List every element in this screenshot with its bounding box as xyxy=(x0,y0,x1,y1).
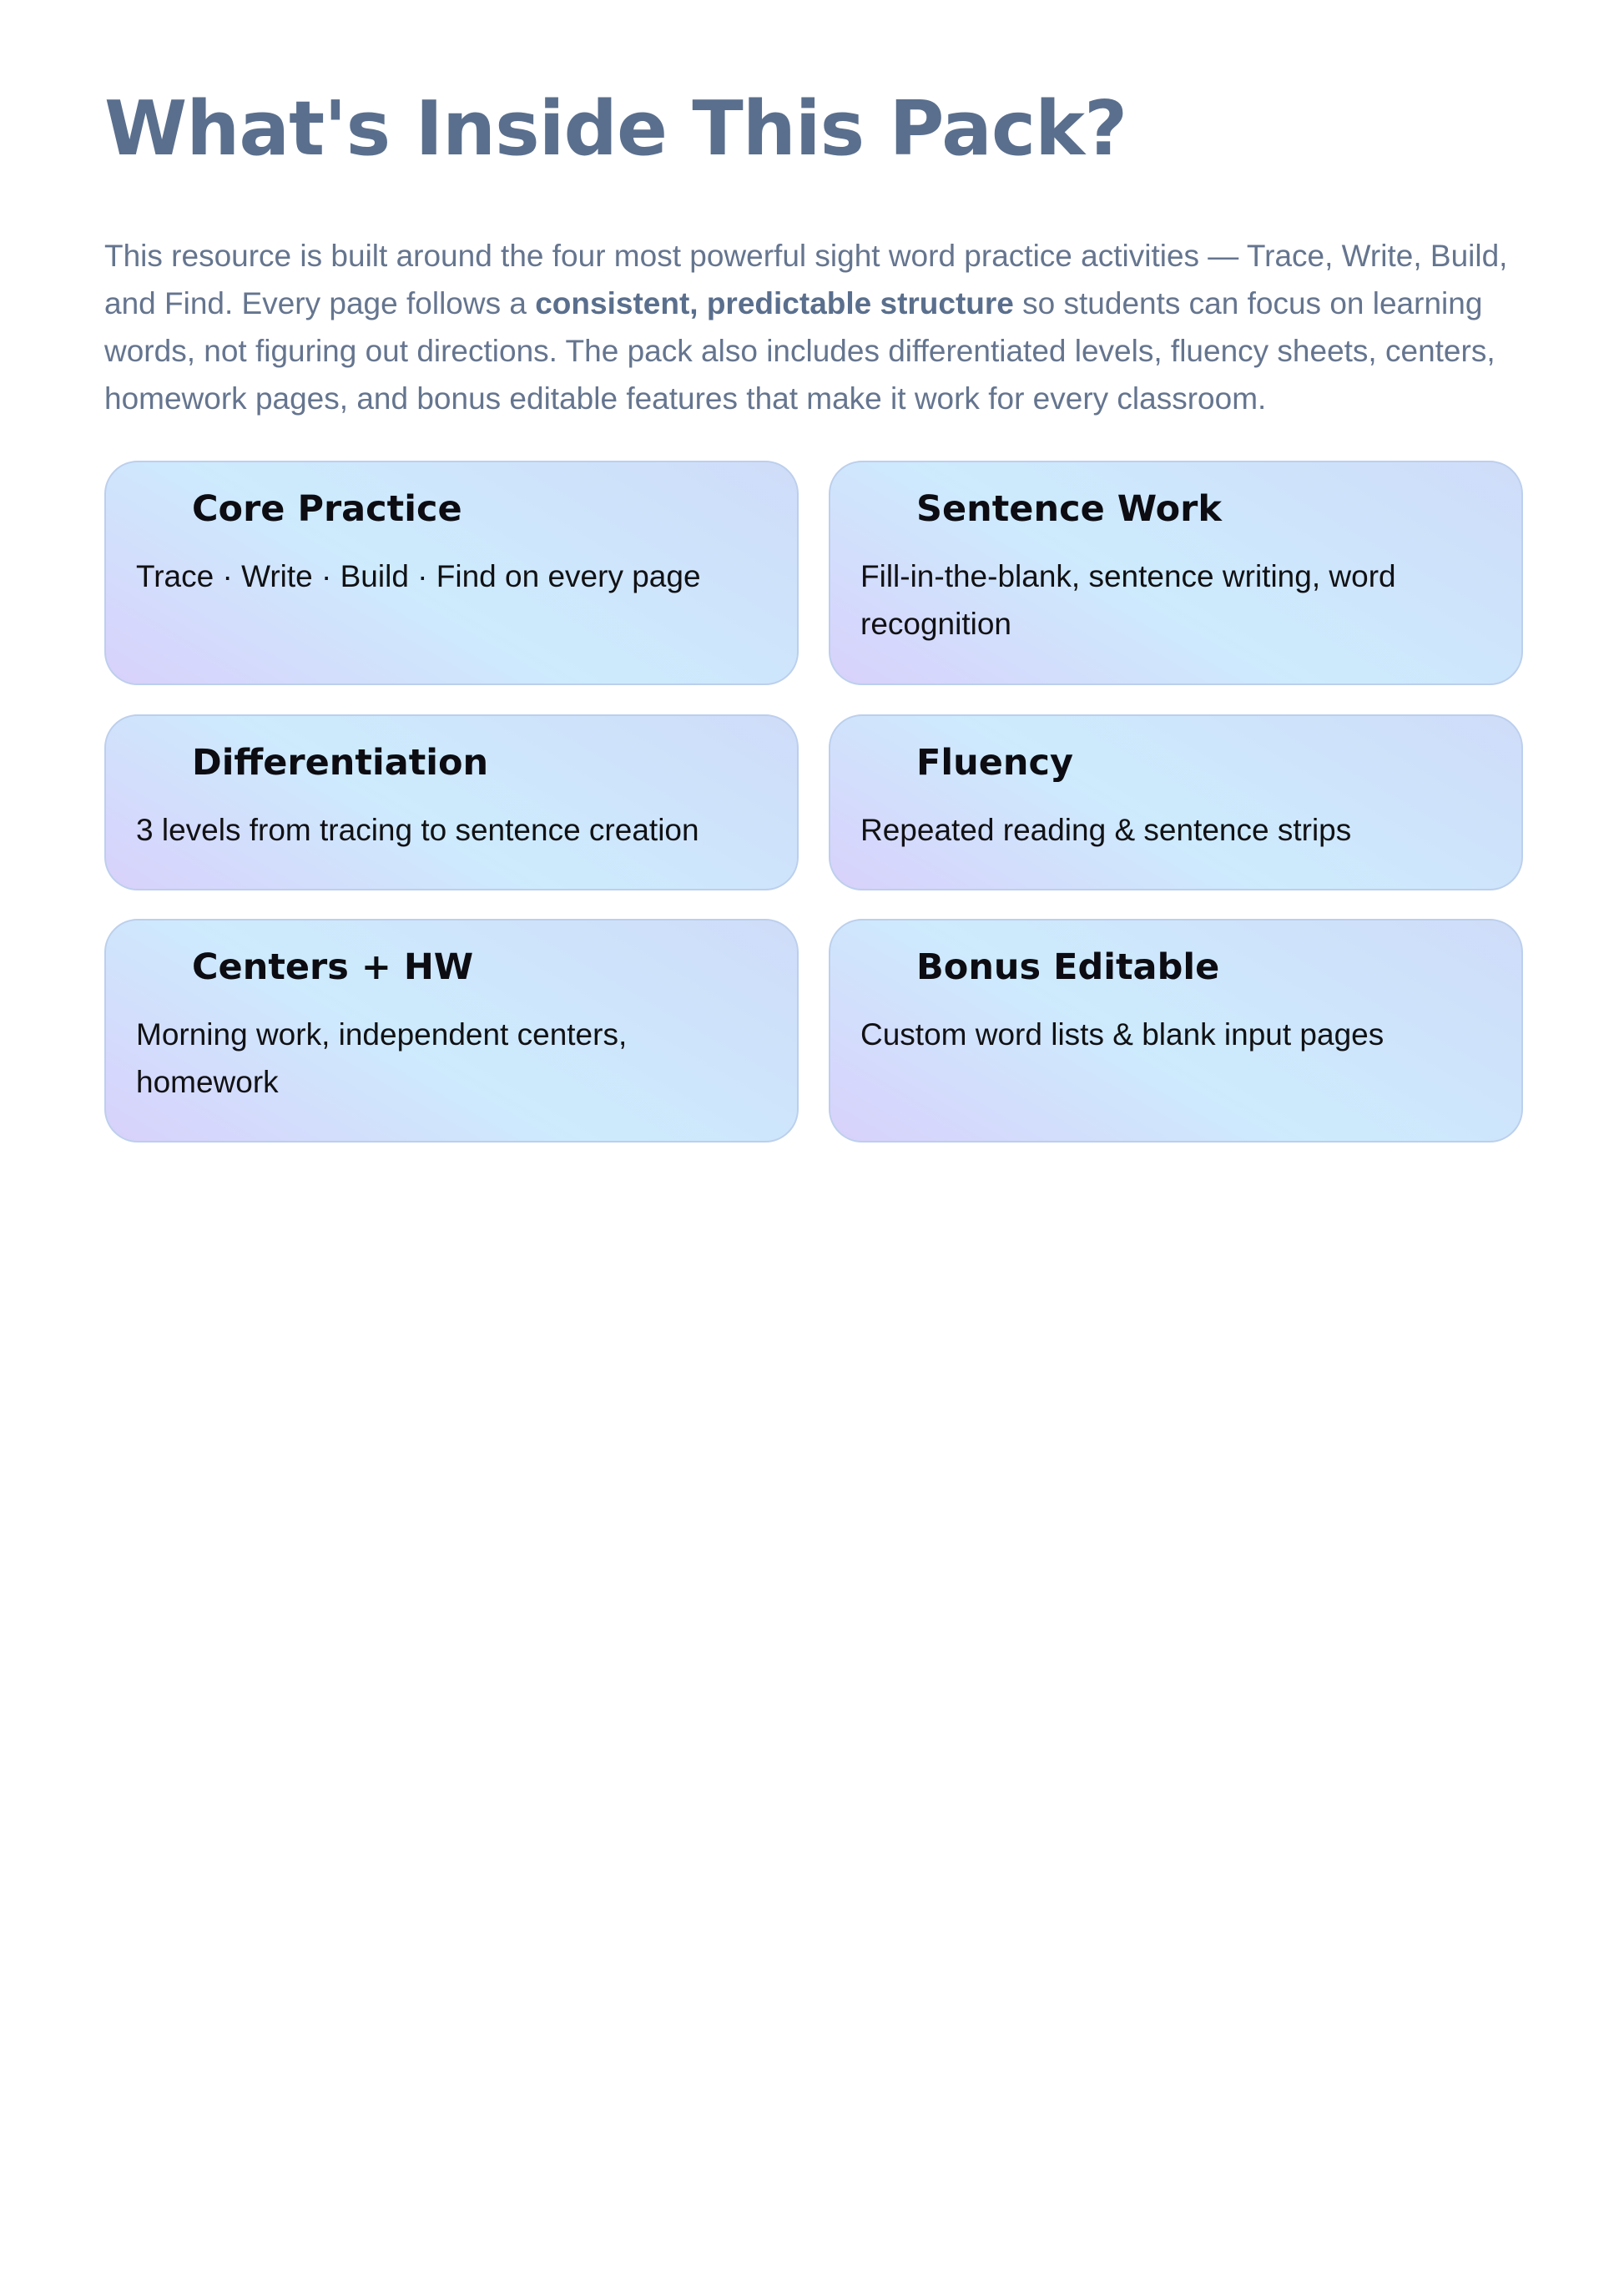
feature-card-title: Sentence Work xyxy=(916,488,1222,530)
feature-card-description: Trace · Write · Build · Find on every page xyxy=(136,559,701,593)
feature-card-differentiation xyxy=(104,714,799,890)
intro-text-end: so students can focus on learning words, not figuring out directions. The pack also includes differentiated levels, fluency sheets, centers, homework pages, and bonus editable features that make it work for every classroom. xyxy=(104,286,1495,416)
page-title: What's Inside This Pack? xyxy=(104,85,1127,173)
feature-card-title: Bonus Editable xyxy=(916,946,1220,988)
feature-card-description: Repeated reading & sentence strips xyxy=(860,813,1352,847)
feature-card-centers-hw xyxy=(104,919,799,1142)
feature-card-fluency xyxy=(829,714,1523,890)
feature-card-description: Morning work, independent centers, homework xyxy=(136,1017,628,1099)
feature-card-title: Centers + HW xyxy=(192,946,474,988)
feature-card-description: 3 levels from tracing to sentence creation xyxy=(136,813,699,847)
feature-card-description: Custom word lists & blank input pages xyxy=(860,1017,1384,1052)
feature-card-title: Core Practice xyxy=(192,488,462,530)
feature-card-title: Differentiation xyxy=(192,742,489,784)
feature-card-bonus-editable xyxy=(829,919,1523,1142)
feature-card-title: Fluency xyxy=(916,742,1074,784)
feature-card-sentence-work xyxy=(829,461,1523,685)
feature-card-core-practice xyxy=(104,461,799,685)
intro-paragraph xyxy=(104,232,1540,422)
feature-card-description: Fill-in-the-blank, sentence writing, word recognition xyxy=(860,559,1396,641)
intro-emphasis: consistent, predictable structure xyxy=(535,286,1014,320)
intro-text-start: This resource is built around the four most powerful sight word practice activities — Trace, Write, Build, and Find. Every page follows a xyxy=(104,239,1508,320)
